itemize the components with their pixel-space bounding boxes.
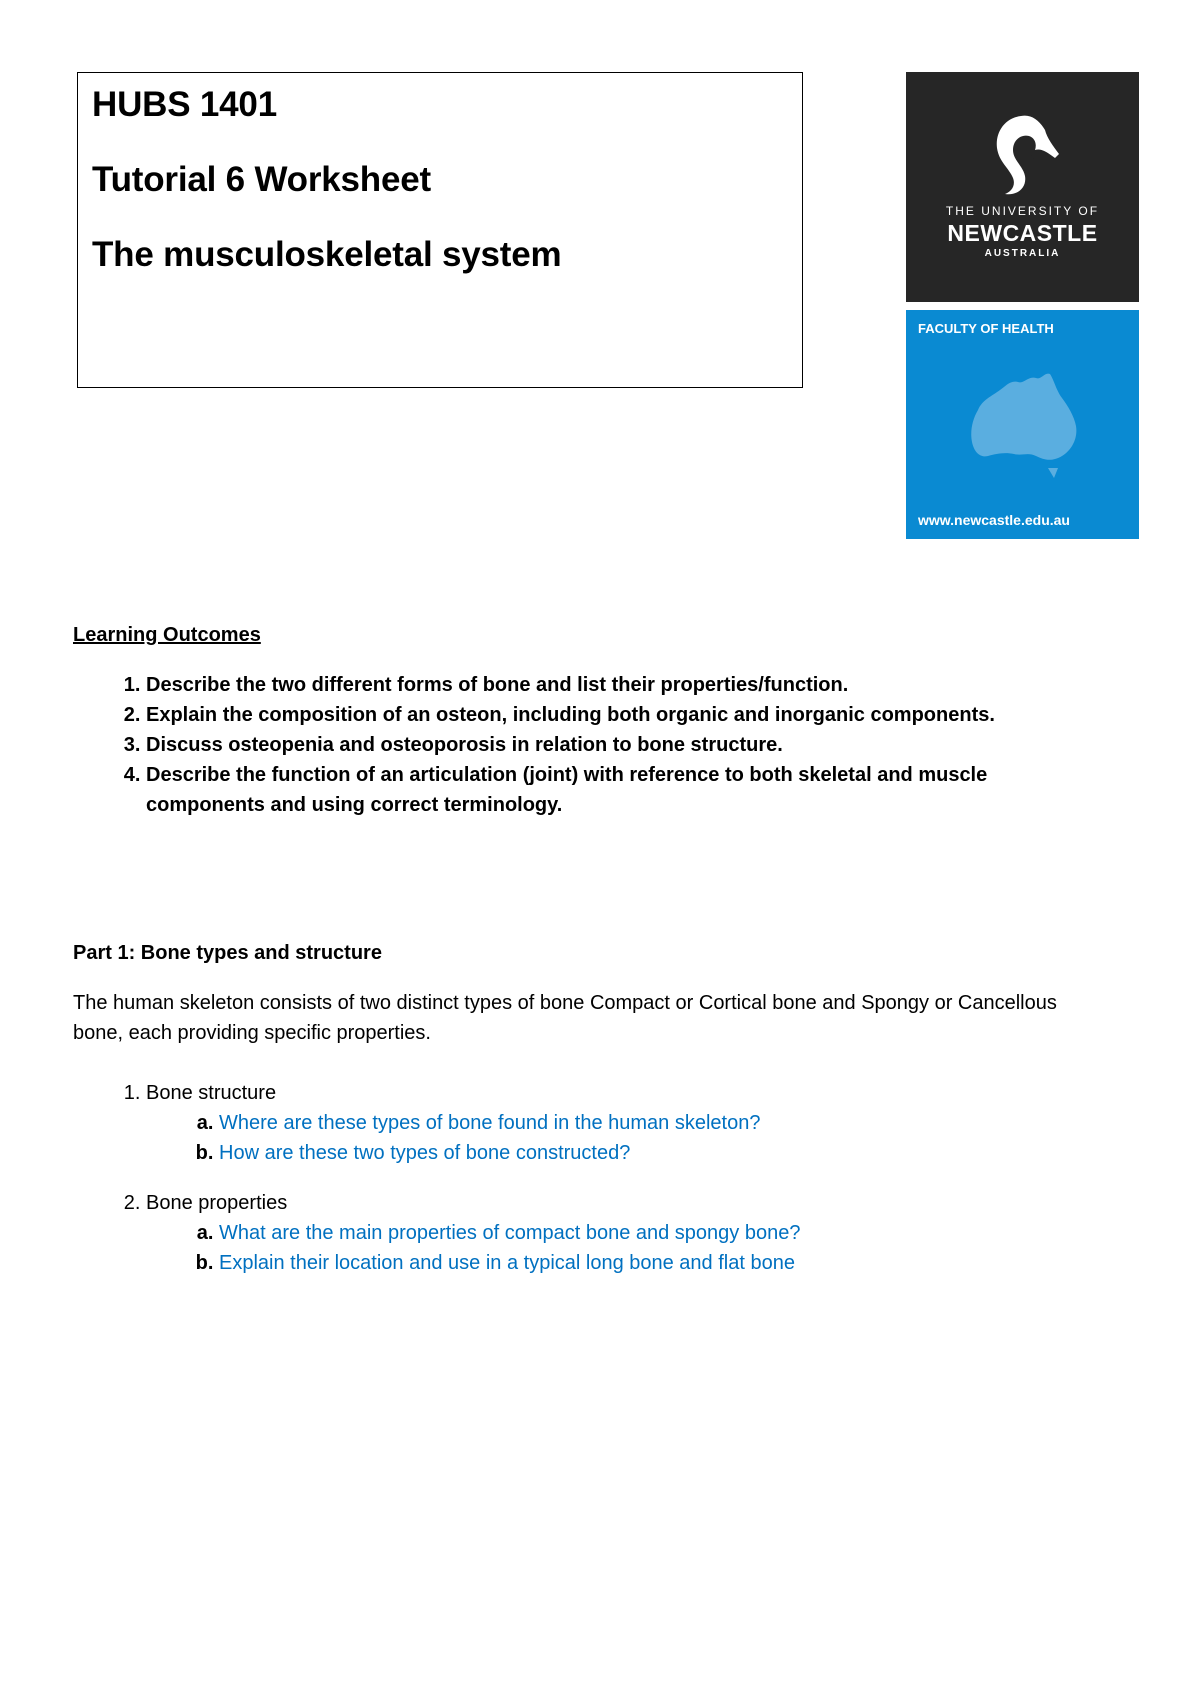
faculty-label: FACULTY OF HEALTH [918, 321, 1054, 336]
logo-line-3: AUSTRALIA [984, 248, 1061, 259]
list-item: 3. Discuss osteopenia and osteoporosis in relation to bone structure. [146, 730, 1073, 760]
australia-map-icon [958, 360, 1088, 490]
logo-line-2: NEWCASTLE [947, 220, 1098, 246]
question-label: Bone properties [146, 1192, 288, 1214]
part1-heading: Part 1: Bone types and structure [73, 942, 382, 964]
faculty-panel [906, 310, 1139, 539]
learning-outcomes-list [73, 670, 1073, 820]
learning-outcomes-heading: Learning Outcomes [73, 624, 261, 646]
logo-line-1: THE UNIVERSITY OF [945, 204, 1100, 218]
question-list [73, 1078, 1073, 1278]
part1-intro: The human skeleton consists of two distinct types of bone Compact or Cortical bone and Spongy or Cancellous bone, each providing specific properties. [73, 992, 1057, 1044]
question-item [146, 1078, 1073, 1168]
sub-question-list [146, 1218, 1073, 1278]
topic-title: The musculoskeletal system [92, 235, 562, 274]
question-item [146, 1188, 1073, 1278]
seahorse-logo-icon [983, 112, 1063, 198]
sub-question: a. What are the main properties of compact bone and spongy bone? [219, 1218, 1073, 1248]
sub-question-list [146, 1108, 1073, 1168]
website-link[interactable]: www.newcastle.edu.au [918, 512, 1070, 528]
question-label: Bone structure [146, 1082, 277, 1104]
sub-question: a. Where are these types of bone found in the human skeleton? [219, 1108, 1073, 1138]
list-item: 2. Explain the composition of an osteon, including both organic and inorganic components. [146, 700, 1073, 730]
university-logo [906, 72, 1139, 302]
tutorial-title: Tutorial 6 Worksheet [92, 160, 431, 199]
worksheet-content [73, 620, 1073, 1298]
sub-question: b. Explain their location and use in a typical long bone and flat bone [219, 1248, 1073, 1278]
list-item: 1. Describe the two different forms of bone and list their properties/function. [146, 670, 1073, 700]
sub-question: b. How are these two types of bone constructed? [219, 1138, 1073, 1168]
title-box [77, 72, 803, 388]
list-item: 4. Describe the function of an articulation (joint) with reference to both skeletal and muscle components and using correct terminology. [146, 760, 1073, 820]
course-code: HUBS 1401 [92, 85, 277, 124]
